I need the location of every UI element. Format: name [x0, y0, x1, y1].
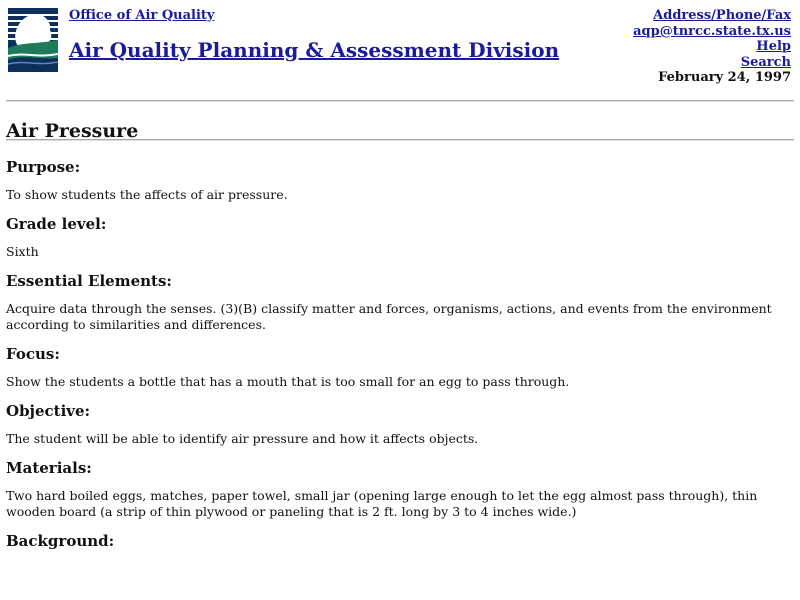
- tnrcc-logo-icon: [8, 8, 58, 72]
- section-heading: Grade level:: [6, 215, 107, 233]
- search-link[interactable]: Search: [740, 54, 791, 70]
- section-heading: Focus:: [6, 345, 60, 363]
- page-header: [0, 0, 800, 100]
- page-date: February 24, 1997: [658, 70, 791, 85]
- section-text: Show the students a bottle that has a mouth that is too small for an egg to pass through.: [6, 374, 570, 389]
- office-of-air-quality-link[interactable]: Office of Air Quality: [69, 8, 215, 23]
- section-background: [6, 531, 794, 551]
- section-heading: Objective:: [6, 402, 91, 420]
- help-link[interactable]: Help: [756, 39, 791, 54]
- section-objective: [6, 401, 794, 447]
- section-materials: [6, 458, 794, 520]
- section-text: Two hard boiled eggs, matches, paper towel, small jar (opening large enough to let the egg almost pass through), thin wooden board (a strip of thin plywood or paneling that is 2 ft. long by 3 to 4 inches wide.): [6, 488, 758, 519]
- section-essential-elements: [6, 271, 794, 333]
- division-link[interactable]: Air Quality Planning & Assessment Division: [69, 38, 560, 62]
- section-text: The student will be able to identify air pressure and how it affects objects.: [6, 431, 479, 446]
- section-heading: Background:: [6, 532, 115, 550]
- page-title: Air Pressure: [6, 120, 139, 142]
- content: [0, 157, 800, 551]
- section-heading: Materials:: [6, 459, 92, 477]
- email-link[interactable]: aqp@tnrcc.state.tx.us: [633, 23, 791, 39]
- section-heading: Purpose:: [6, 158, 81, 176]
- section-focus: [6, 344, 794, 390]
- section-text: To show students the affects of air pressure.: [6, 187, 288, 202]
- section-grade-level: [6, 214, 794, 260]
- address-phone-fax-link[interactable]: Address/Phone/Fax: [653, 8, 791, 23]
- section-text: Sixth: [6, 244, 39, 259]
- header-links: [633, 8, 791, 86]
- section-purpose: [6, 157, 794, 203]
- section-heading: Essential Elements:: [6, 272, 172, 290]
- section-text: Acquire data through the senses. (3)(B) classify matter and forces, organisms, actions, and events from the environment according to similarities and differences.: [6, 301, 772, 332]
